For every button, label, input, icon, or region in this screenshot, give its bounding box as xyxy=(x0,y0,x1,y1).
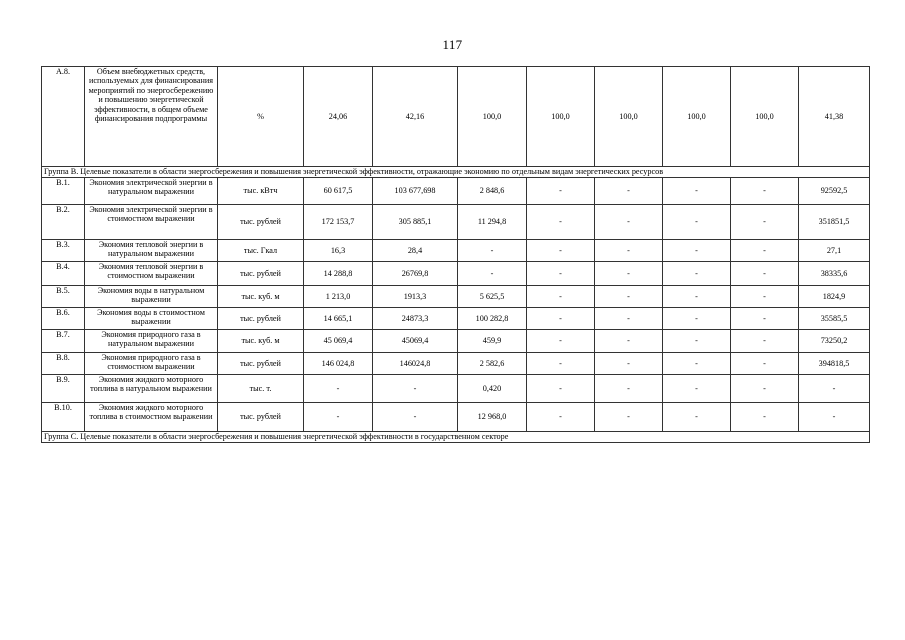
row-unit: тыс. Гкал xyxy=(218,240,304,262)
row-value: 146 024,8 xyxy=(304,353,373,375)
row-unit: тыс. рублей xyxy=(218,353,304,375)
table-row xyxy=(42,330,870,353)
row-value: - xyxy=(458,240,527,262)
row-code: B.4. xyxy=(42,262,85,286)
row-unit: тыс. рублей xyxy=(218,403,304,432)
row-value: 0,420 xyxy=(458,375,527,403)
row-value: - xyxy=(731,330,799,353)
group-header-row xyxy=(42,432,870,443)
row-value: 305 885,1 xyxy=(373,205,458,240)
group-title: Группа B. Целевые показатели в области энергосбережения и повышения энергетической эффективности, отражающие экономию по отдельным видам энергетических ресурсов xyxy=(42,167,870,178)
group-header-row xyxy=(42,167,870,178)
row-value: - xyxy=(731,308,799,330)
row-value: 1824,9 xyxy=(799,286,870,308)
page-number: 117 xyxy=(442,37,463,52)
row-name: Экономия электрической энергии в натуральном выражении xyxy=(85,178,218,205)
row-value: - xyxy=(595,375,663,403)
row-value: - xyxy=(527,353,595,375)
row-value: - xyxy=(527,375,595,403)
row-value: - xyxy=(663,262,731,286)
row-value: 42,16 xyxy=(373,67,458,167)
table-body xyxy=(42,67,870,443)
row-value: - xyxy=(527,403,595,432)
row-value: - xyxy=(595,286,663,308)
row-value: 24,06 xyxy=(304,67,373,167)
row-value: - xyxy=(731,353,799,375)
row-code: B.6. xyxy=(42,308,85,330)
row-value: - xyxy=(731,262,799,286)
row-unit: тыс. куб. м xyxy=(218,330,304,353)
table-row xyxy=(42,353,870,375)
row-value: 459,9 xyxy=(458,330,527,353)
row-value: - xyxy=(527,330,595,353)
row-value: - xyxy=(527,262,595,286)
row-value: - xyxy=(595,308,663,330)
table-row xyxy=(42,205,870,240)
row-value: 394818,5 xyxy=(799,353,870,375)
row-value: 24873,3 xyxy=(373,308,458,330)
row-value: 5 625,5 xyxy=(458,286,527,308)
row-value: 26769,8 xyxy=(373,262,458,286)
row-code: B.10. xyxy=(42,403,85,432)
row-value: - xyxy=(373,375,458,403)
table-row xyxy=(42,67,870,167)
row-value: - xyxy=(304,375,373,403)
row-value: - xyxy=(595,240,663,262)
row-value: - xyxy=(304,403,373,432)
row-value: 2 582,6 xyxy=(458,353,527,375)
row-value: 351851,5 xyxy=(799,205,870,240)
row-code: B.2. xyxy=(42,205,85,240)
table-row xyxy=(42,240,870,262)
row-value: 1913,3 xyxy=(373,286,458,308)
row-value: 100,0 xyxy=(527,67,595,167)
row-value: - xyxy=(373,403,458,432)
row-value: 92592,5 xyxy=(799,178,870,205)
row-value: 73250,2 xyxy=(799,330,870,353)
row-name: Экономия природного газа в натуральном выражении xyxy=(85,330,218,353)
table-row xyxy=(42,262,870,286)
row-code: B.5. xyxy=(42,286,85,308)
row-value: 38335,6 xyxy=(799,262,870,286)
row-value: - xyxy=(527,308,595,330)
row-value: - xyxy=(595,353,663,375)
row-code: B.3. xyxy=(42,240,85,262)
row-value: - xyxy=(595,403,663,432)
row-value: - xyxy=(458,262,527,286)
table-row xyxy=(42,286,870,308)
row-value: - xyxy=(731,240,799,262)
row-value: 14 288,8 xyxy=(304,262,373,286)
group-title: Группа C. Целевые показатели в области энергосбережения и повышения энергетической эффективности в государственном секторе xyxy=(42,432,870,443)
row-unit: тыс. т. xyxy=(218,375,304,403)
row-value: 28,4 xyxy=(373,240,458,262)
row-value: - xyxy=(663,240,731,262)
row-value: 100 282,8 xyxy=(458,308,527,330)
row-name: Экономия тепловой энергии в натуральном выражении xyxy=(85,240,218,262)
row-value: 27,1 xyxy=(799,240,870,262)
row-unit: тыс. рублей xyxy=(218,205,304,240)
row-value: - xyxy=(663,330,731,353)
table-row xyxy=(42,308,870,330)
row-value: 45069,4 xyxy=(373,330,458,353)
indicators-table xyxy=(41,66,870,443)
row-code: B.1. xyxy=(42,178,85,205)
row-value: 1 213,0 xyxy=(304,286,373,308)
row-unit: тыс. куб. м xyxy=(218,286,304,308)
row-value: - xyxy=(663,178,731,205)
row-code: B.7. xyxy=(42,330,85,353)
table-row xyxy=(42,375,870,403)
row-name: Объем внебюджетных средств, используемых для финансирования мероприятий по энергосбережению и повышению энергетической эффективности, в общем объеме финансирования подпрограммы xyxy=(85,67,218,167)
row-value: 100,0 xyxy=(595,67,663,167)
row-unit: тыс. кВтч xyxy=(218,178,304,205)
row-code: А.8. xyxy=(42,67,85,167)
row-value: 16,3 xyxy=(304,240,373,262)
row-unit: тыс. рублей xyxy=(218,308,304,330)
row-value: - xyxy=(663,205,731,240)
row-value: 172 153,7 xyxy=(304,205,373,240)
row-value: - xyxy=(527,286,595,308)
row-value: - xyxy=(663,403,731,432)
row-name: Экономия жидкого моторного топлива в натуральном выражении xyxy=(85,375,218,403)
row-name: Экономия природного газа в стоимостном выражении xyxy=(85,353,218,375)
row-value: 100,0 xyxy=(663,67,731,167)
row-code: B.9. xyxy=(42,375,85,403)
row-value: - xyxy=(595,262,663,286)
row-value: - xyxy=(731,403,799,432)
row-value: - xyxy=(663,375,731,403)
row-value: - xyxy=(527,205,595,240)
row-value: 2 848,6 xyxy=(458,178,527,205)
row-name: Экономия жидкого моторного топлива в стоимостном выражении xyxy=(85,403,218,432)
row-value: - xyxy=(731,205,799,240)
row-value: - xyxy=(527,178,595,205)
row-value: 45 069,4 xyxy=(304,330,373,353)
row-value: 41,38 xyxy=(799,67,870,167)
row-value: 146024,8 xyxy=(373,353,458,375)
row-unit: % xyxy=(218,67,304,167)
row-name: Экономия электрической энергии в стоимостном выражении xyxy=(85,205,218,240)
row-value: 11 294,8 xyxy=(458,205,527,240)
row-value: - xyxy=(731,375,799,403)
row-value: 35585,5 xyxy=(799,308,870,330)
row-unit: тыс. рублей xyxy=(218,262,304,286)
row-name: Экономия тепловой энергии в стоимостном выражении xyxy=(85,262,218,286)
row-value: - xyxy=(595,205,663,240)
row-value: - xyxy=(663,308,731,330)
row-value: - xyxy=(799,375,870,403)
row-value: 12 968,0 xyxy=(458,403,527,432)
row-value: 14 665,1 xyxy=(304,308,373,330)
row-value: - xyxy=(731,178,799,205)
row-value: - xyxy=(595,178,663,205)
row-value: - xyxy=(595,330,663,353)
row-value: 100,0 xyxy=(731,67,799,167)
row-value: - xyxy=(663,353,731,375)
table-row xyxy=(42,403,870,432)
row-value: - xyxy=(731,286,799,308)
row-value: - xyxy=(527,240,595,262)
row-value: - xyxy=(799,403,870,432)
row-value: 60 617,5 xyxy=(304,178,373,205)
row-name: Экономия воды в натуральном выражении xyxy=(85,286,218,308)
row-value: 103 677,698 xyxy=(373,178,458,205)
table-row xyxy=(42,178,870,205)
row-value: 100,0 xyxy=(458,67,527,167)
row-name: Экономия воды в стоимостном выражении xyxy=(85,308,218,330)
row-value: - xyxy=(663,286,731,308)
row-code: B.8. xyxy=(42,353,85,375)
